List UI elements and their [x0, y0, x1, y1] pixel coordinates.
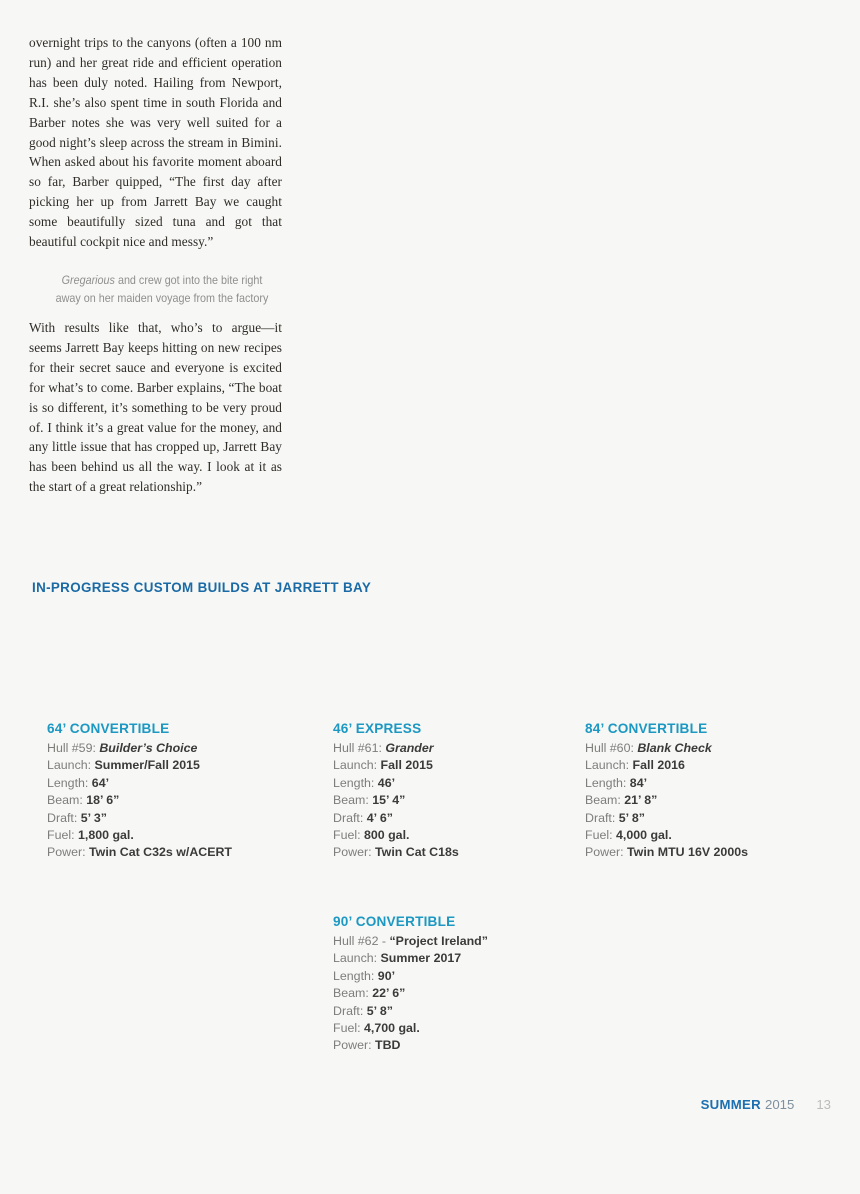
spec-value: Twin Cat C18s	[375, 845, 459, 860]
spec-row	[333, 810, 593, 827]
build-block-90-convertible	[333, 914, 593, 1055]
build-block-46-express	[333, 721, 593, 862]
spec-value: 800 gal.	[364, 828, 410, 843]
spec-value: Summer 2017	[380, 951, 462, 966]
spec-value: 90’	[377, 968, 396, 983]
build-title: 64’ CONVERTIBLE	[47, 721, 170, 736]
spec-label: Length:	[47, 775, 89, 790]
spec-value: 1,800 gal.	[78, 828, 134, 843]
spec-value: 4,700 gal.	[364, 1021, 420, 1036]
build-title: 84’ CONVERTIBLE	[585, 721, 708, 736]
page-number: 13	[816, 1097, 831, 1112]
spec-row	[47, 810, 307, 827]
spec-row	[47, 792, 307, 809]
build-spec-list	[47, 740, 307, 862]
spec-row	[47, 844, 307, 861]
photo-caption	[51, 272, 272, 308]
spec-row	[47, 740, 307, 757]
spec-row	[333, 950, 593, 967]
spec-value: 5’ 8”	[366, 1003, 393, 1018]
spec-label: Length:	[333, 775, 375, 790]
build-title: 46’ EXPRESS	[333, 721, 422, 736]
spec-label: Launch:	[47, 758, 92, 773]
spec-row	[333, 757, 593, 774]
spec-value: 21’ 8”	[624, 793, 658, 808]
spec-label: Length:	[585, 775, 627, 790]
article-text-column-2	[29, 318, 282, 497]
spec-label: Beam:	[585, 793, 621, 808]
spec-value: 64’	[91, 775, 110, 790]
spec-value: Twin Cat C32s w/ACERT	[89, 845, 233, 860]
spec-label: Draft:	[333, 810, 364, 825]
caption-text: and crew got into the bite right away on her maiden voyage from the factory	[55, 273, 269, 305]
spec-row	[585, 844, 845, 861]
article-paragraph-2: With results like that, who’s to argue—it seems Jarrett Bay keeps hitting on new recipes for their secret sauce and everyone is excited for what’s to come. Barber explains, “The boat is so different, it’s something to be very proud of. I think it’s a great value for the money, and any little issue that has cropped up, Jarrett Bay has been behind us all the way. I look at it as the start of a great relationship.”	[29, 320, 282, 495]
spec-value: 22’ 6”	[372, 986, 406, 1001]
spec-row	[333, 792, 593, 809]
spec-row	[585, 792, 845, 809]
spec-label: Draft:	[585, 810, 616, 825]
build-spec-list	[333, 933, 593, 1055]
spec-value: Twin MTU 16V 2000s	[627, 845, 748, 860]
spec-row	[333, 827, 593, 844]
caption-boat-name: Gregarious	[61, 273, 115, 287]
spec-value: 5’ 3”	[80, 810, 107, 825]
spec-row	[585, 810, 845, 827]
spec-row	[333, 844, 593, 861]
spec-label: Length:	[333, 968, 375, 983]
spec-label: Draft:	[47, 810, 78, 825]
spec-label: Beam:	[47, 793, 83, 808]
spec-row	[585, 775, 845, 792]
spec-value: Builder’s Choice	[99, 741, 198, 755]
spec-row	[333, 985, 593, 1002]
spec-label: Hull #61:	[333, 741, 382, 755]
spec-value: Fall 2016	[632, 758, 685, 773]
spec-label: Beam:	[333, 986, 369, 1001]
spec-label: Power:	[47, 845, 86, 860]
build-block-84-convertible	[585, 721, 845, 862]
spec-row	[333, 968, 593, 985]
spec-value: 84’	[629, 775, 648, 790]
spec-value: Blank Check	[637, 741, 712, 755]
spec-value: Summer/Fall 2015	[94, 758, 200, 773]
spec-row	[47, 757, 307, 774]
spec-label: Fuel:	[585, 828, 613, 843]
spec-value: 4’ 6”	[366, 810, 393, 825]
section-heading: IN-PROGRESS CUSTOM BUILDS AT JARRETT BAY	[32, 580, 372, 595]
footer-season: SUMMER	[700, 1097, 761, 1112]
spec-row	[333, 1020, 593, 1037]
spec-label: Hull #62 -	[333, 934, 387, 948]
page-footer	[701, 1097, 831, 1112]
spec-row	[333, 1003, 593, 1020]
build-block-64-convertible	[47, 721, 307, 862]
spec-row	[585, 827, 845, 844]
spec-label: Fuel:	[333, 1021, 361, 1036]
spec-value: “Project Ireland”	[389, 934, 488, 948]
spec-value: Fall 2015	[380, 758, 433, 773]
spec-label: Power:	[333, 1038, 372, 1053]
spec-row	[333, 775, 593, 792]
spec-label: Hull #59:	[47, 741, 96, 755]
build-spec-list	[585, 740, 845, 862]
spec-label: Launch:	[585, 758, 630, 773]
spec-value: 46’	[377, 775, 396, 790]
build-spec-list	[333, 740, 593, 862]
spec-value: 5’ 8”	[618, 810, 645, 825]
spec-label: Fuel:	[333, 828, 361, 843]
spec-row	[585, 757, 845, 774]
build-title: 90’ CONVERTIBLE	[333, 914, 456, 929]
spec-row	[47, 775, 307, 792]
spec-value: TBD	[375, 1038, 401, 1053]
spec-label: Beam:	[333, 793, 369, 808]
spec-label: Launch:	[333, 951, 378, 966]
spec-label: Fuel:	[47, 828, 75, 843]
spec-row	[333, 740, 593, 757]
spec-value: Grander	[385, 741, 434, 755]
article-paragraph-1: overnight trips to the canyons (often a 100 nm run) and her great ride and efficient operation has been duly noted. Hailing from Newport, R.I. she’s also spent time in south Florida and Barber notes she was very well suited for a good night’s sleep across the stream in Bimini. When asked about his favorite moment aboard so far, Barber quipped, “The first day after picking her up from Jarrett Bay we caught some beautifully sized tuna and got that beautiful cockpit nice and messy.”	[29, 35, 282, 250]
spec-value: 4,000 gal.	[616, 828, 672, 843]
spec-label: Hull #60:	[585, 741, 634, 755]
spec-label: Power:	[585, 845, 624, 860]
spec-row	[47, 827, 307, 844]
spec-label: Power:	[333, 845, 372, 860]
spec-row	[333, 1037, 593, 1054]
spec-label: Draft:	[333, 1003, 364, 1018]
spec-value: 15’ 4”	[372, 793, 406, 808]
spec-row	[333, 933, 593, 950]
article-text-column	[29, 33, 282, 308]
spec-label: Launch:	[333, 758, 378, 773]
spec-value: 18’ 6”	[86, 793, 120, 808]
footer-year: 2015	[764, 1097, 795, 1112]
spec-row	[585, 740, 845, 757]
